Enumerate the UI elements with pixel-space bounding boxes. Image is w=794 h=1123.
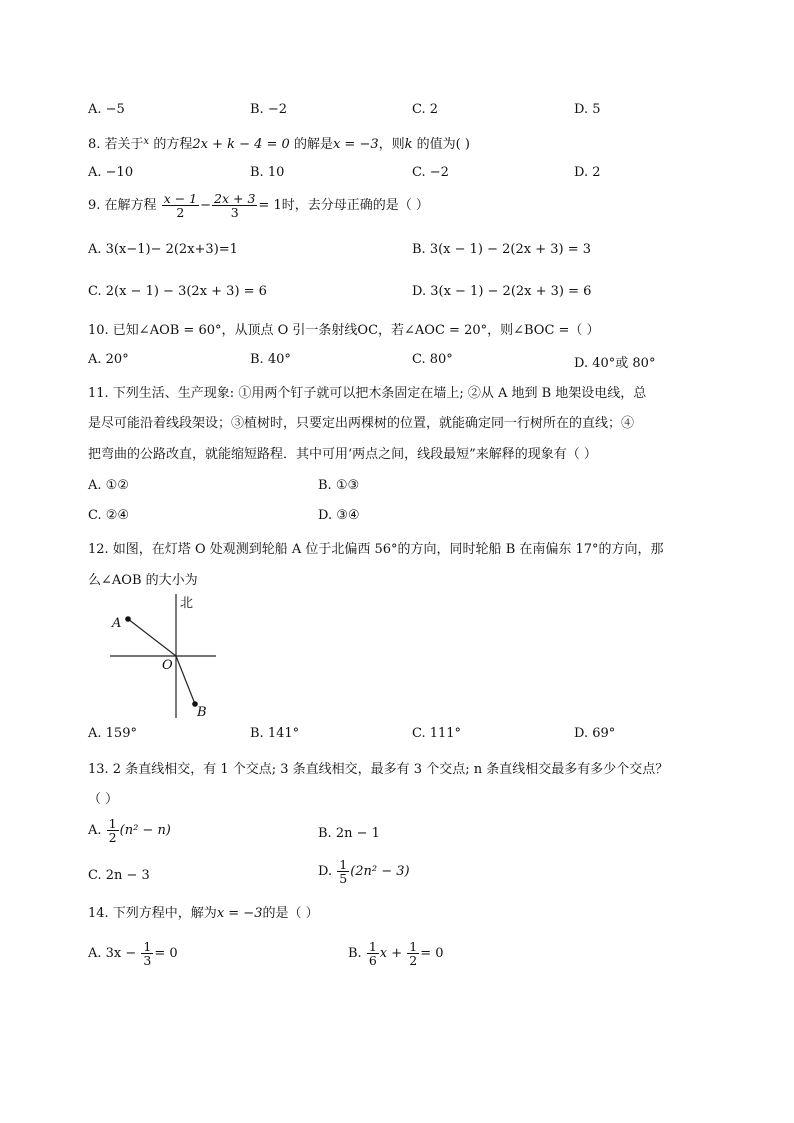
q14-b-rhs: = 0 bbox=[420, 946, 444, 962]
q9-option-c: C. 2(x − 1) − 3(2x + 3) = 6 bbox=[88, 284, 267, 299]
q7-option-d: D. 5 bbox=[574, 102, 601, 117]
ray-oa bbox=[128, 619, 176, 656]
q14-b-numerator-1: 1 bbox=[368, 939, 377, 954]
q9-rhs: = 1 bbox=[258, 198, 282, 214]
ray-ob bbox=[176, 656, 195, 704]
q9-option-a: A. 3(x−1)− 2(2x+3)=1 bbox=[88, 242, 238, 257]
q8-mid3: ，则 bbox=[378, 137, 405, 152]
q11-option-d: D. ③④ bbox=[318, 508, 360, 523]
q8-mid2: 的解是 bbox=[289, 137, 333, 152]
q8-prefix: 8. 若关于 bbox=[88, 137, 144, 152]
question-12-line-1: 12. 如图，在灯塔 O 处观测到轮船 A 位于北偏西 56°的方向，同时轮船 B 在南偏东 17°的方向，那 bbox=[88, 542, 664, 557]
q13-option-d bbox=[318, 858, 410, 885]
q7-option-b: B. −2 bbox=[250, 102, 287, 117]
question-14-stem bbox=[88, 902, 319, 921]
q10-option-d: D. 40°或 80° bbox=[574, 356, 656, 371]
q14-solution: x = −3 bbox=[216, 906, 263, 921]
q14-option-b bbox=[348, 940, 444, 967]
q11-option-b: B. ①③ bbox=[318, 478, 360, 493]
q9-frac2-denominator: 3 bbox=[230, 205, 239, 221]
q14-option-a-prefix: A. 3x − bbox=[88, 946, 137, 962]
q13-d-expression: (2n² − 3) bbox=[350, 864, 410, 880]
q14-b-denominator-1: 6 bbox=[368, 953, 377, 969]
q13-d-denominator: 5 bbox=[339, 871, 348, 887]
q7-option-a: A. −5 bbox=[88, 102, 125, 117]
q13-d-numerator: 1 bbox=[339, 857, 348, 872]
q8-var-x: x bbox=[143, 136, 150, 147]
q14-b-numerator-2: 1 bbox=[409, 939, 418, 954]
q9-frac2-numerator: 2x + 3 bbox=[214, 191, 256, 206]
q12-direction-figure bbox=[100, 590, 230, 720]
q8-equation: 2x + k − 4 = 0 bbox=[192, 137, 290, 152]
q8-end: 的值为( ) bbox=[412, 137, 470, 152]
north-label: 北 bbox=[180, 596, 194, 611]
point-a-dot bbox=[125, 616, 131, 622]
q13-option-a-prefix: A. bbox=[88, 823, 102, 839]
q13-a-expression: (n² − n) bbox=[119, 823, 171, 839]
q14-option-b-prefix: B. bbox=[348, 946, 362, 962]
q9-frac1-denominator: 2 bbox=[176, 205, 185, 221]
q12-option-d: D. 69° bbox=[574, 726, 616, 741]
question-8-stem bbox=[88, 133, 470, 152]
q8-var-k: k bbox=[404, 137, 413, 152]
q14-a-denominator: 3 bbox=[143, 953, 152, 969]
label-o: O bbox=[162, 658, 173, 673]
q13-a-numerator: 1 bbox=[108, 816, 117, 831]
question-11-line-2: 是尽可能沿着线段架设；③植树时，只要定出两棵树的位置，就能确定同一行树所在的直线；④ bbox=[88, 416, 635, 431]
q9-option-d: D. 3(x − 1) − 2(2x + 3) = 6 bbox=[412, 284, 592, 299]
q12-option-c: C. 111° bbox=[412, 726, 462, 741]
q10-option-a: A. 20° bbox=[88, 352, 129, 367]
q14-option-a bbox=[88, 940, 178, 967]
q8-option-d: D. 2 bbox=[574, 165, 601, 180]
q13-option-a bbox=[88, 817, 171, 844]
q13-option-b: B. 2n − 1 bbox=[318, 826, 380, 841]
q8-solution: x = −3 bbox=[332, 137, 379, 152]
q13-option-c: C. 2n − 3 bbox=[88, 868, 150, 883]
q9-fraction-1 bbox=[162, 192, 199, 219]
label-a: A bbox=[112, 616, 122, 631]
q11-option-a: A. ①② bbox=[88, 478, 129, 493]
q14-a-numerator: 1 bbox=[143, 939, 152, 954]
q14-end: 的是（ ） bbox=[262, 906, 319, 921]
q9-fraction-2 bbox=[212, 192, 257, 219]
question-13-line-2: （ ） bbox=[88, 792, 119, 807]
question-11-line-1: 11. 下列生活、生产现象: ①用两个钉子就可以把木条固定在墙上; ②从 A 地到 B 地架设电线，总 bbox=[88, 386, 647, 401]
q13-a-denominator: 2 bbox=[108, 830, 117, 846]
q7-option-c: C. 2 bbox=[412, 102, 439, 117]
q10-option-b: B. 40° bbox=[250, 352, 291, 367]
q14-prefix: 14. 下列方程中，解为 bbox=[88, 906, 217, 921]
question-10-stem: 10. 已知∠AOB = 60°，从顶点 O 引一条射线OC，若∠AOC = 20°，则∠BOC =（ ） bbox=[88, 323, 600, 338]
q14-b-denominator-2: 2 bbox=[409, 953, 418, 969]
question-9-stem bbox=[88, 192, 429, 219]
q8-option-a: A. −10 bbox=[88, 165, 134, 180]
label-b: B bbox=[197, 705, 207, 720]
q11-option-c: C. ②④ bbox=[88, 508, 130, 523]
q9-minus: − bbox=[200, 198, 212, 214]
question-12-line-2: 么∠AOB 的大小为 bbox=[88, 573, 198, 588]
q8-option-c: C. −2 bbox=[412, 165, 449, 180]
q9-prefix: 9. 在解方程 bbox=[88, 198, 157, 214]
q14-b-mid: x + bbox=[379, 946, 403, 962]
q13-option-d-prefix: D. bbox=[318, 864, 333, 880]
q8-option-b: B. 10 bbox=[250, 165, 285, 180]
q9-end: 时，去分母正确的是（ ） bbox=[281, 198, 429, 214]
q8-mid: 的方程 bbox=[149, 137, 193, 152]
q9-frac1-numerator: x − 1 bbox=[163, 191, 198, 206]
q14-a-rhs: = 0 bbox=[154, 946, 178, 962]
q12-option-b: B. 141° bbox=[250, 726, 300, 741]
q10-option-c: C. 80° bbox=[412, 352, 453, 367]
question-13-line-1: 13. 2 条直线相交，有 1 个交点; 3 条直线相交，最多有 3 个交点; n 条直线相交最多有多少个交点？ bbox=[88, 762, 669, 777]
q9-option-b: B. 3(x − 1) − 2(2x + 3) = 3 bbox=[412, 242, 592, 257]
q12-option-a: A. 159° bbox=[88, 726, 137, 741]
question-11-line-3: 把弯曲的公路改直，就能缩短路程．其中可用‘两点之间，线段最短”来解释的现象有（ ） bbox=[88, 447, 597, 462]
